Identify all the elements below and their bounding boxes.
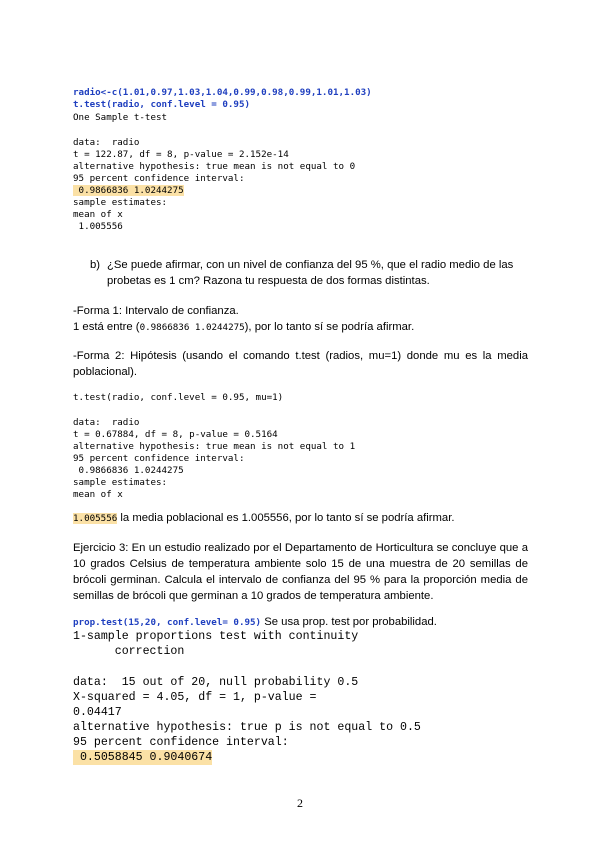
output3-title1: 1-sample proportions test with continuity [73, 630, 359, 643]
output2-stat-line: t = 0.67884, df = 8, p-value = 0.5164 [73, 429, 278, 440]
output-ci-values: 0.9866836 1.0244275 [73, 185, 184, 196]
output3-data-line: data: 15 out of 20, null probability 0.5 [73, 676, 359, 689]
prop-test-row [73, 612, 437, 630]
output2-mean-value: 1.005556 [73, 513, 118, 524]
page-number: 2 [297, 796, 303, 810]
code-ttest-command: t.test(radio, conf.level = 0.95) [73, 99, 251, 110]
question-b-text: ¿Se puede afirmar, con un nivel de confianza del 95 %, que el radio medio de las probetas es 1 cm? Razona tu respuesta de dos formas distintas. [107, 259, 514, 287]
output2-mean-label: mean of x [73, 489, 123, 500]
output3-ci-values: 0.5058845 0.9040674 [73, 751, 213, 764]
output2-alt-hypothesis: alternative hypothesis: true mean is not equal to 1 [73, 441, 356, 452]
output-ci-label: 95 percent confidence interval: [73, 173, 245, 184]
output3-alt-hypothesis: alternative hypothesis: true p is not equal to 0.5 [73, 721, 421, 734]
ejercicio3-text: Ejercicio 3: En un estudio realizado por el Departamento de Horticultura se concluye que a 10 grados Celsius de temperatura ambiente solo 15 de una muestra de 20 semillas de brócoli germinan. Calcula el intervalo de confianza del 95 % para la proporción media de semillas de brócoli que germinan a 10 grados de temperatura ambiente. [73, 542, 528, 602]
output-stat-line: t = 122.87, df = 8, p-value = 2.152e-14 [73, 149, 289, 160]
output3-ci-label: 95 percent confidence interval: [73, 736, 289, 749]
output-title: One Sample t-test [73, 112, 168, 123]
output-estimates-label: sample estimates: [73, 197, 168, 208]
forma1-post: ), por lo tanto sí se podría afirmar. [244, 321, 415, 333]
code-ttest-mu: t.test(radio, conf.level = 0.95, mu=1) [73, 392, 284, 403]
output-alt-hypothesis: alternative hypothesis: true mean is not equal to 0 [73, 161, 356, 172]
forma1-pre: 1 está entre ( [73, 321, 140, 333]
forma2-text: -Forma 2: Hipótesis (usando el comando t.test (radios, mu=1) donde mu es la media poblacional). [73, 350, 528, 378]
output2-ci-values: 0.9866836 1.0244275 [73, 465, 184, 476]
output2-conclusion: la media poblacional es 1.005556, por lo tanto sí se podría afirmar. [117, 512, 455, 524]
forma1-title: -Forma 1: Intervalo de confianza. [73, 305, 239, 317]
output2-estimates-label: sample estimates: [73, 477, 168, 488]
output3-title2: correction [73, 645, 185, 658]
code-radio-vector: radio<-c(1.01,0.97,1.03,1.04,0.99,0.98,0.99,1.01,1.03) [73, 87, 372, 98]
forma1-answer [73, 319, 528, 336]
output2-ci-label: 95 percent confidence interval: [73, 453, 245, 464]
question-b-label: b) [90, 259, 101, 271]
output-data-line: data: radio [73, 137, 140, 148]
output-mean-value: 1.005556 [73, 221, 123, 232]
output3-stat-line: X-squared = 4.05, df = 1, p-value = [73, 691, 317, 704]
output-mean-label: mean of x [73, 209, 123, 220]
code-prop-test: prop.test(15,20, conf.level= 0.95) [73, 617, 262, 628]
forma1-interval: 0.9866836 1.0244275 [139, 322, 245, 333]
prop-test-note: Se usa prop. test por probabilidad. [261, 616, 437, 628]
output2-mean-row [73, 508, 455, 526]
output3-pvalue: 0.04417 [73, 706, 122, 719]
output2-data-line: data: radio [73, 417, 140, 428]
